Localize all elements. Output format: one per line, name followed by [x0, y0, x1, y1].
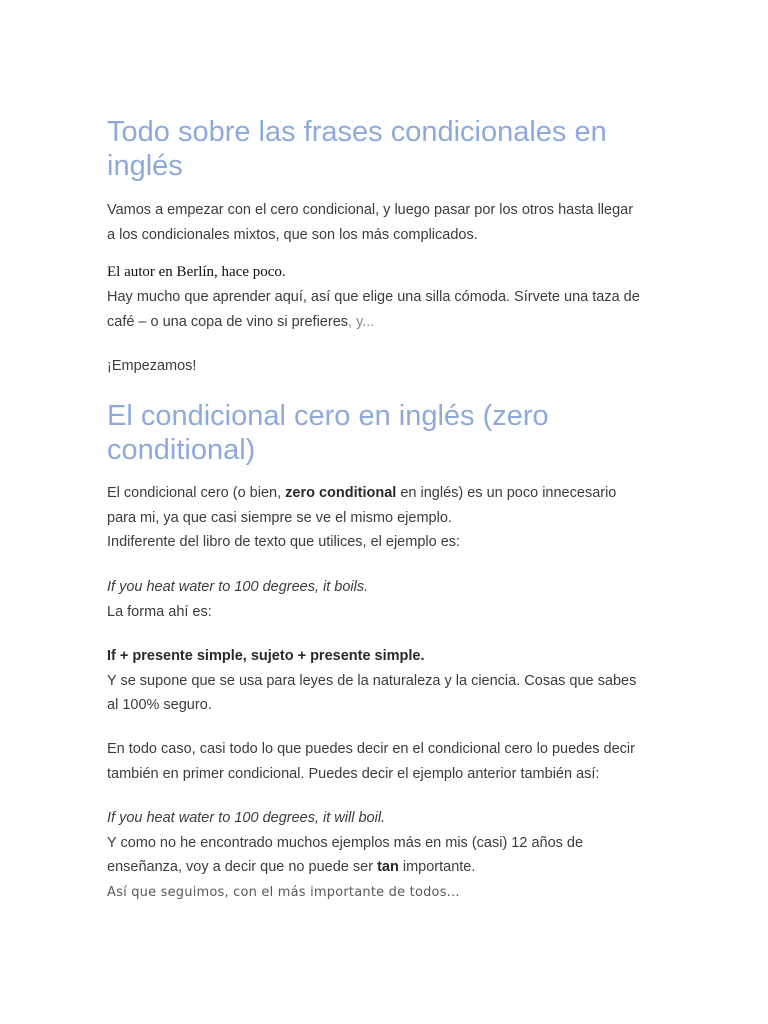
alternative-paragraph [107, 737, 667, 786]
intro-paragraph [107, 198, 667, 247]
usage-line1: Y se supone que se usa para leyes de la naturaleza y la ciencia. Cosas que sabes [107, 672, 637, 689]
alt-line1: En todo caso, casi todo lo que puedes decir en el condicional cero lo puedes decir [107, 741, 635, 757]
form-label: La forma ahí es: [107, 603, 212, 620]
usage-line2: al 100% seguro. [107, 697, 212, 713]
zero-def-line3: Indiferente del libro de texto que utilices, el ejemplo es: [107, 534, 461, 550]
closing-line2-a: enseñanza, voy a decir que no puede ser [107, 859, 378, 875]
section-title-line1: El condicional cero en inglés (zero [107, 400, 549, 432]
section-title [107, 399, 667, 467]
example2: If you heat water to 100 degrees, it will boil. [107, 810, 386, 826]
main-title-line1: Todo sobre las frases condicionales en [107, 116, 607, 148]
intro2-line2-faded: , y... [348, 313, 375, 330]
alt-line2: también en primer condicional. Puedes decir el ejemplo anterior también así: [107, 765, 600, 782]
intro2-line1: Hay mucho que aprender aquí, así que elige una silla cómoda. Sírvete una taza de [107, 289, 640, 305]
closing-line2-c: importante. [398, 859, 476, 875]
section-title-line2: conditional) [107, 434, 256, 466]
intro2-paragraph [107, 285, 667, 334]
formula-block [107, 644, 667, 718]
example2-block [107, 806, 667, 905]
zero-def-line2: para mi, ya que casi siempre se ve el mismo ejemplo. [107, 509, 452, 526]
closing-line2-bold: tan [377, 859, 399, 875]
main-title [107, 115, 667, 183]
start-text: ¡Empezamos! [107, 358, 197, 374]
intro-line1: Vamos a empezar con el cero condicional, y luego pasar por los otros hasta llegar [107, 202, 634, 218]
zero-definition-paragraph [107, 481, 667, 555]
formula: If + presente simple, sujeto + presente simple. [107, 648, 425, 664]
intro2-line2: café – o una copa de vino si prefieres [107, 313, 349, 330]
intro-line2: a los condicionales mixtos, que son los más complicados. [107, 226, 478, 243]
zero-def-c: en inglés) es un poco innecesario [396, 485, 617, 501]
zero-def-bold: zero conditional [285, 485, 397, 501]
image-caption: El autor en Berlín, hace poco. [107, 264, 286, 280]
closing-line3: Así que seguimos, con el más importante de todos... [107, 884, 460, 900]
zero-def-a: El condicional cero (o bien, [107, 485, 286, 501]
example1-block [107, 575, 667, 624]
closing-line1: Y como no he encontrado muchos ejemplos más en mis (casi) 12 años de [107, 834, 584, 851]
main-title-line2: inglés [107, 150, 183, 182]
example1: If you heat water to 100 degrees, it boils. [107, 579, 369, 595]
